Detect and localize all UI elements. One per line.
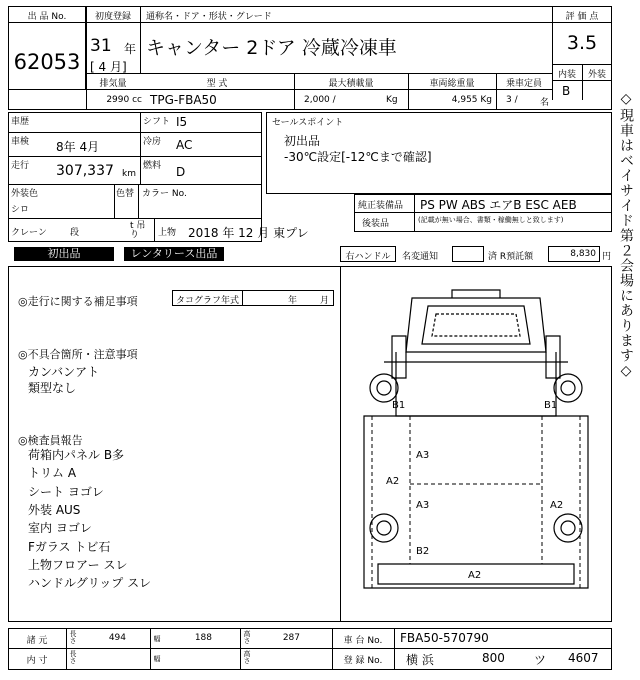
after-equipment-label: 後装品: [362, 219, 390, 229]
inner-dims-label: 内 寸: [26, 656, 48, 666]
plate-kana: ツ: [534, 653, 547, 667]
mileage-value: 307,337: [56, 163, 114, 179]
mark-a3-lower: A3: [416, 500, 430, 511]
shift-label: シフト: [143, 117, 171, 127]
notice-box: [452, 246, 484, 262]
interior-label: 内装: [557, 70, 576, 80]
recycle-unit: 円: [602, 252, 612, 262]
sales-point-title: セールスポイント: [272, 118, 344, 128]
fuel-label: 燃料: [143, 161, 162, 171]
venue-vertical-text: ◇現車はベイサイド第２会場にあります◇: [618, 90, 634, 380]
report-line-7: 上物フロアー スレ: [28, 558, 128, 572]
std-equipment-value: PS PW ABS エアB ESC AEB: [420, 198, 577, 212]
chassis-label: 車 台 No.: [343, 636, 383, 646]
name-label: 通称名・ドア・形状・グレード: [146, 12, 272, 22]
exterior-label: 外装: [587, 70, 606, 80]
width-value: 188: [194, 633, 212, 643]
sales-point-line2: -30℃設定[-12℃まで確認]: [284, 150, 432, 164]
tacho-year: 年: [288, 296, 298, 306]
inspection-label: 車検: [11, 137, 30, 147]
color-change-label: 色替: [116, 189, 135, 199]
inner-height-label: 高さ: [243, 650, 251, 665]
dims-label: 諸 元: [26, 636, 48, 646]
fuel-value: D: [176, 165, 186, 179]
ext-color-value: シロ: [11, 205, 30, 215]
length-label: 長さ: [69, 630, 77, 645]
after-equipment-note: (記載が無い場合、書類・稼働無しと致します): [418, 216, 564, 224]
plate-area: 横 浜: [406, 653, 434, 667]
std-equipment-label: 純正装備品: [358, 201, 404, 211]
report-line-3: シート ヨゴレ: [28, 485, 104, 499]
overall-grade: 3.5: [566, 32, 598, 54]
color-no-title: カラー No.: [142, 189, 187, 199]
report-line-4: 外装 AUS: [28, 503, 81, 517]
crane-label: クレーン: [11, 228, 47, 238]
truck-diagram: [340, 266, 612, 622]
report-line-2: トリム A: [28, 466, 77, 480]
interior-grade: B: [562, 84, 571, 98]
report-line-1: 荷箱内パネル B多: [28, 448, 125, 462]
loadcap-unit: Kg: [386, 95, 398, 105]
defect-line-1: カンバンアト: [28, 365, 100, 379]
ext-color-label: 外装色: [11, 189, 39, 199]
seats-value: 3 /: [506, 95, 518, 105]
model-value: TPG-FBA50: [150, 93, 217, 107]
year-unit: 年: [124, 42, 137, 56]
right-handle-label: 右ハンドル: [345, 252, 391, 262]
reg-year: 31: [90, 36, 112, 56]
tacho-month: 月: [320, 296, 330, 306]
ac-value: AC: [176, 138, 193, 152]
recycle-value: 8,830: [570, 249, 596, 259]
mileage-unit: km: [122, 169, 136, 179]
recycle-label: 済 R預託額: [488, 252, 534, 262]
seats-unit: 名: [540, 98, 550, 108]
driving-title: ◎走行に関する補足事項: [18, 295, 138, 308]
width-label: 幅: [153, 635, 161, 643]
displacement-value: 2990 cc: [106, 95, 142, 105]
vehicle-name: キャンター 2ドア 冷蔵冷凍車: [146, 37, 397, 59]
reg-month: [ 4 月]: [90, 60, 127, 74]
upper-label: 上物: [158, 228, 177, 238]
first-listing-badge: 初出品: [14, 247, 114, 261]
history-label: 車歴: [11, 117, 30, 127]
sales-point-line1: 初出品: [284, 134, 321, 148]
gross-value: 4,955 Kg: [451, 95, 492, 105]
crane-unit-steps: 段: [70, 228, 80, 238]
plate-class: 800: [482, 651, 505, 665]
inspector-title: ◎検査員報告: [18, 434, 83, 447]
mark-b2-rear: B2: [416, 546, 430, 557]
seats-label: 乗車定員: [505, 79, 542, 89]
defect-title: ◎不具合箇所・注意事項: [18, 348, 138, 361]
mark-a3-upper: A3: [416, 450, 430, 461]
upper-value: 2018 年 12 月 東プレ: [188, 226, 309, 240]
crane-unit-tons: t 吊り: [130, 221, 146, 240]
plate-label: 登 録 No.: [343, 656, 383, 666]
mark-a2-right: A2: [550, 500, 564, 511]
grade-label: 評 価 点: [565, 12, 599, 22]
inspection-value: 8年 4月: [56, 140, 100, 154]
lot-number: 62053: [13, 50, 81, 74]
rental-listing-badge: レンタリース出品: [124, 247, 224, 261]
length-value: 494: [108, 633, 126, 643]
model-label: 型 式: [206, 79, 228, 89]
reg-label: 初度登録: [94, 12, 131, 22]
mark-a2-rear: A2: [468, 570, 482, 581]
tacho-label: タコグラフ年式: [176, 296, 240, 306]
mark-b1-left: B1: [392, 400, 406, 411]
height-value: 287: [282, 633, 300, 643]
chassis-value: FBA50-570790: [400, 631, 489, 645]
loadcap-label: 最大積載量: [328, 79, 374, 89]
mark-a2-left: A2: [386, 476, 400, 487]
displacement-label: 排気量: [99, 79, 127, 89]
shift-value: I5: [176, 115, 188, 129]
report-line-5: 室内 ヨゴレ: [28, 521, 92, 535]
height-label: 高さ: [243, 630, 251, 645]
gross-label: 車両総重量: [429, 79, 475, 89]
loadcap-value: 2,000 /: [304, 95, 336, 105]
defect-line-2: 類型なし: [28, 381, 77, 395]
ac-label: 冷房: [143, 137, 162, 147]
notice-label: 名変通知: [402, 252, 439, 262]
mileage-label: 走行: [11, 161, 30, 171]
inner-length-label: 長さ: [69, 650, 77, 665]
plate-number: 4607: [568, 651, 599, 665]
lot-label: 出 品 No.: [27, 12, 67, 22]
report-line-8: ハンドルグリップ スレ: [28, 576, 152, 590]
mark-b1-right: B1: [544, 400, 558, 411]
inner-width-label: 幅: [153, 655, 161, 663]
report-line-6: Fガラス トビ石: [28, 540, 111, 554]
